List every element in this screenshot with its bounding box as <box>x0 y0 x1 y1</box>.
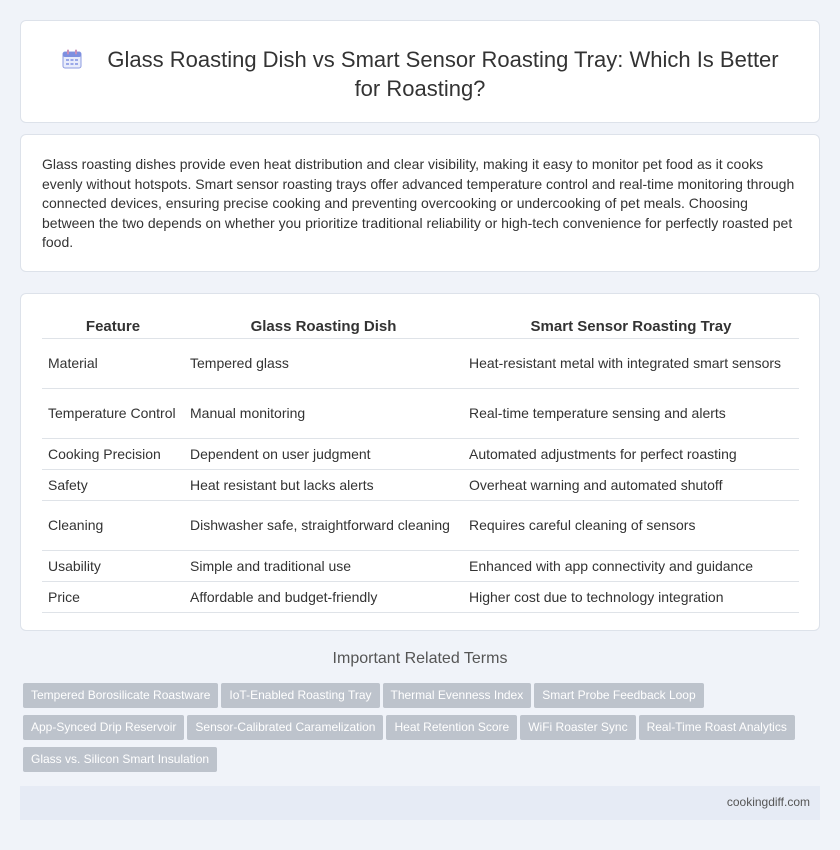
smart-cell: Higher cost due to technology integration <box>463 581 799 612</box>
glass-cell: Affordable and budget-friendly <box>184 581 463 612</box>
smart-cell: Requires careful cleaning of sensors <box>463 500 799 550</box>
glass-cell: Manual monitoring <box>184 388 463 438</box>
glass-cell: Dishwasher safe, straightforward cleaning <box>184 500 463 550</box>
table-row <box>42 338 799 388</box>
header-glass-roasting-dish: Glass Roasting Dish <box>184 316 463 338</box>
term-chip[interactable]: IoT-Enabled Roasting Tray <box>221 683 379 708</box>
table-row <box>42 581 799 612</box>
header-smart-sensor-tray: Smart Sensor Roasting Tray <box>463 316 799 338</box>
term-chip[interactable]: Sensor-Calibrated Caramelization <box>187 715 383 740</box>
glass-cell: Heat resistant but lacks alerts <box>184 469 463 500</box>
calendar-icon <box>61 48 83 70</box>
intro-paragraph: Glass roasting dishes provide even heat distribution and clear visibility, making it easy to monitor pet food as it cooks evenly without hotspots. Smart sensor roasting trays offer advanced temperature control and real-time monitoring through connected devices, ensuring precise cooking and preventing overcooking or undercooking of pet meals. Choosing between the two depends on whether you prioritize traditional reliability or high-tech convenience for perfectly roasted pet food. <box>42 156 795 251</box>
footer <box>20 786 820 820</box>
page-title: Glass Roasting Dish vs Smart Sensor Roasting Tray: Which Is Better for Roasting? <box>107 47 779 101</box>
page-title-row <box>21 45 819 103</box>
glass-cell: Simple and traditional use <box>184 550 463 581</box>
feature-cell: Safety <box>42 469 184 500</box>
glass-cell: Tempered glass <box>184 338 463 388</box>
comparison-card <box>20 293 820 631</box>
feature-cell: Material <box>42 338 184 388</box>
table-row <box>42 500 799 550</box>
footer-site-link[interactable]: cookingdiff.com <box>726 795 810 809</box>
table-row <box>42 438 799 469</box>
term-chip[interactable]: App-Synced Drip Reservoir <box>23 715 184 740</box>
smart-cell: Real-time temperature sensing and alerts <box>463 388 799 438</box>
header-feature: Feature <box>42 316 184 338</box>
table-row <box>42 550 799 581</box>
term-chip[interactable]: Real-Time Roast Analytics <box>639 715 795 740</box>
smart-cell: Enhanced with app connectivity and guidance <box>463 550 799 581</box>
smart-cell: Heat-resistant metal with integrated smart sensors <box>463 338 799 388</box>
related-terms-list <box>23 683 813 779</box>
term-chip[interactable]: Heat Retention Score <box>386 715 517 740</box>
table-row <box>42 388 799 438</box>
feature-cell: Cleaning <box>42 500 184 550</box>
feature-cell: Cooking Precision <box>42 438 184 469</box>
comparison-table <box>42 316 799 613</box>
feature-cell: Usability <box>42 550 184 581</box>
term-chip[interactable]: Tempered Borosilicate Roastware <box>23 683 218 708</box>
glass-cell: Dependent on user judgment <box>184 438 463 469</box>
title-card <box>20 20 820 123</box>
term-chip[interactable]: WiFi Roaster Sync <box>520 715 635 740</box>
term-chip[interactable]: Smart Probe Feedback Loop <box>534 683 703 708</box>
intro-card <box>20 134 820 272</box>
table-header-row <box>42 316 799 338</box>
feature-cell: Temperature Control <box>42 388 184 438</box>
smart-cell: Overheat warning and automated shutoff <box>463 469 799 500</box>
smart-cell: Automated adjustments for perfect roasting <box>463 438 799 469</box>
related-terms-heading: Important Related Terms <box>332 650 508 667</box>
related-terms-section <box>20 650 820 766</box>
term-chip[interactable]: Thermal Evenness Index <box>383 683 532 708</box>
table-row <box>42 469 799 500</box>
feature-cell: Price <box>42 581 184 612</box>
term-chip[interactable]: Glass vs. Silicon Smart Insulation <box>23 747 217 772</box>
